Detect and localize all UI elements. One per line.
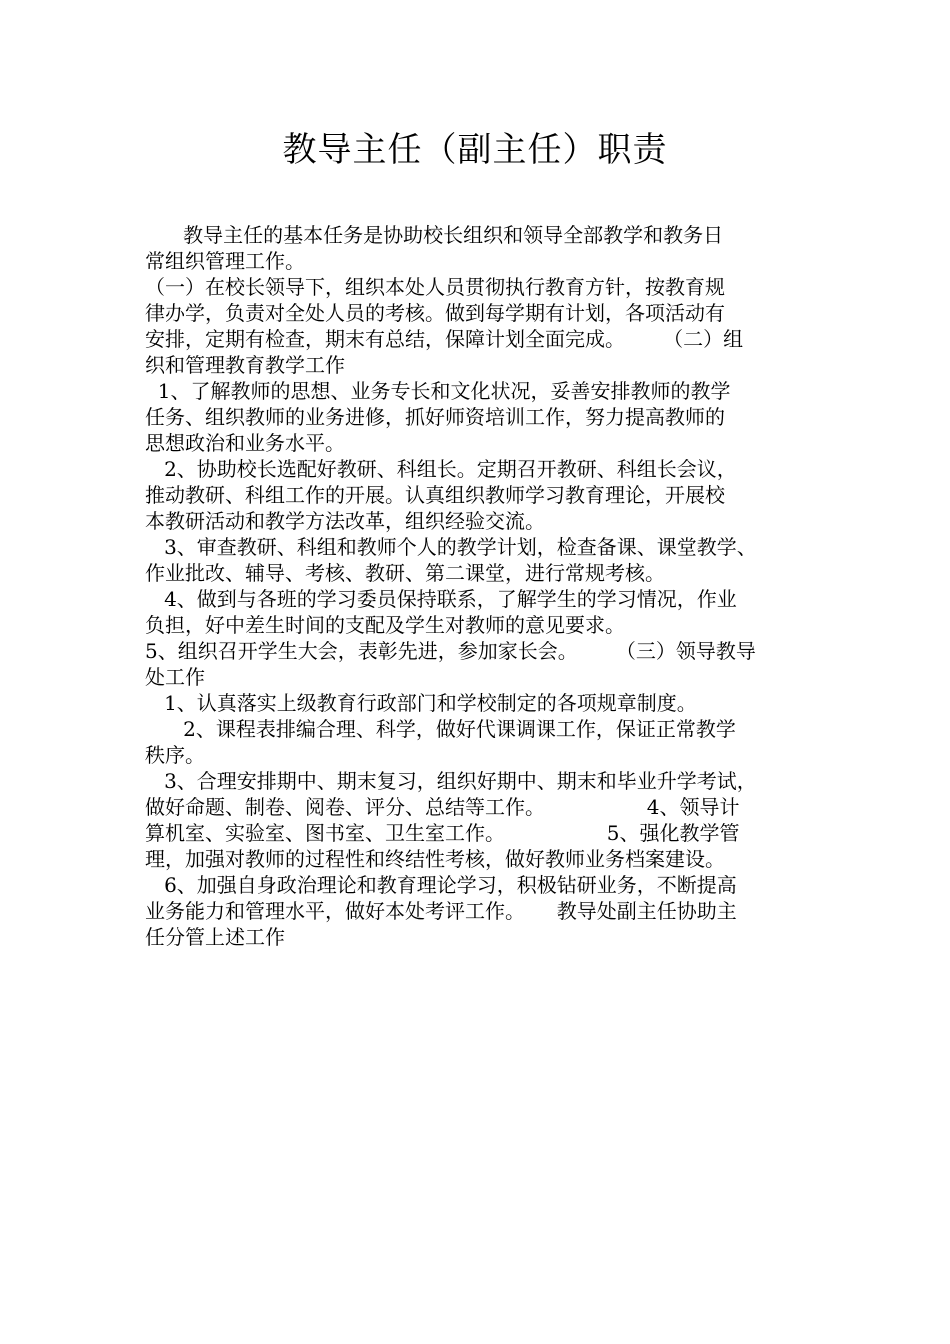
document-body bbox=[145, 222, 810, 950]
body-line: 理，加强对教师的过程性和终结性考核，做好教师业务档案建设。 bbox=[145, 847, 725, 871]
body-line: 1、了解教师的思想、业务专长和文化状况，妥善安排教师的教学 bbox=[145, 379, 731, 403]
body-line: 负担，好中差生时间的支配及学生对教师的意见要求。 bbox=[145, 613, 625, 637]
body-line: 常组织管理工作。 bbox=[145, 249, 305, 273]
body-line: 作业批改、辅导、考核、教研、第二课堂，进行常规考核。 bbox=[145, 561, 665, 585]
body-line: 织和管理教育教学工作 bbox=[145, 353, 345, 377]
body-line: 处工作 bbox=[145, 665, 205, 689]
body-line: 5、组织召开学生大会，表彰先进，参加家长会。 （三）领导教导 bbox=[145, 639, 756, 663]
body-line: 任务、组织教师的业务进修，抓好师资培训工作，努力提高教师的 bbox=[145, 405, 725, 429]
body-line: 本教研活动和教学方法改革，组织经验交流。 bbox=[145, 509, 545, 533]
body-line: 算机室、实验室、图书室、卫生室工作。 5、强化教学管 bbox=[145, 821, 740, 845]
body-line: 安排，定期有检查，期末有总结，保障计划全面完成。 （二）组 bbox=[145, 327, 744, 351]
body-line: 2、课程表排编合理、科学，做好代课调课工作，保证正常教学 bbox=[145, 717, 736, 741]
body-line: 推动教研、科组工作的开展。认真组织教师学习教育理论，开展校 bbox=[145, 483, 725, 507]
body-line: 4、做到与各班的学习委员保持联系，了解学生的学习情况，作业 bbox=[145, 587, 737, 611]
body-line: 3、合理安排期中、期末复习，组织好期中、期末和毕业升学考试， bbox=[145, 769, 757, 793]
document-title: 教导主任（副主任）职责 bbox=[282, 130, 668, 170]
body-line: 思想政治和业务水平。 bbox=[145, 431, 345, 455]
body-line: 律办学，负责对全处人员的考核。做到每学期有计划，各项活动有 bbox=[145, 301, 725, 325]
body-line: （一）在校长领导下，组织本处人员贯彻执行教育方针，按教育规 bbox=[145, 275, 725, 299]
body-line: 6、加强自身政治理论和教育理论学习，积极钻研业务，不断提高 bbox=[145, 873, 737, 897]
body-line: 1、认真落实上级教育行政部门和学校制定的各项规章制度。 bbox=[145, 691, 697, 715]
body-line: 教导主任的基本任务是协助校长组织和领导全部教学和教务日 bbox=[145, 223, 724, 247]
body-line: 3、审查教研、科组和教师个人的教学计划，检查备课、课堂教学、 bbox=[145, 535, 757, 559]
body-line: 任分管上述工作 bbox=[145, 925, 285, 949]
body-line: 业务能力和管理水平，做好本处考评工作。 教导处副主任协助主 bbox=[145, 899, 737, 923]
body-line: 秩序。 bbox=[145, 743, 205, 767]
body-line: 做好命题、制卷、阅卷、评分、总结等工作。 4、领导计 bbox=[145, 795, 740, 819]
body-line: 2、协助校长选配好教研、科组长。定期召开教研、科组长会议， bbox=[145, 457, 737, 481]
